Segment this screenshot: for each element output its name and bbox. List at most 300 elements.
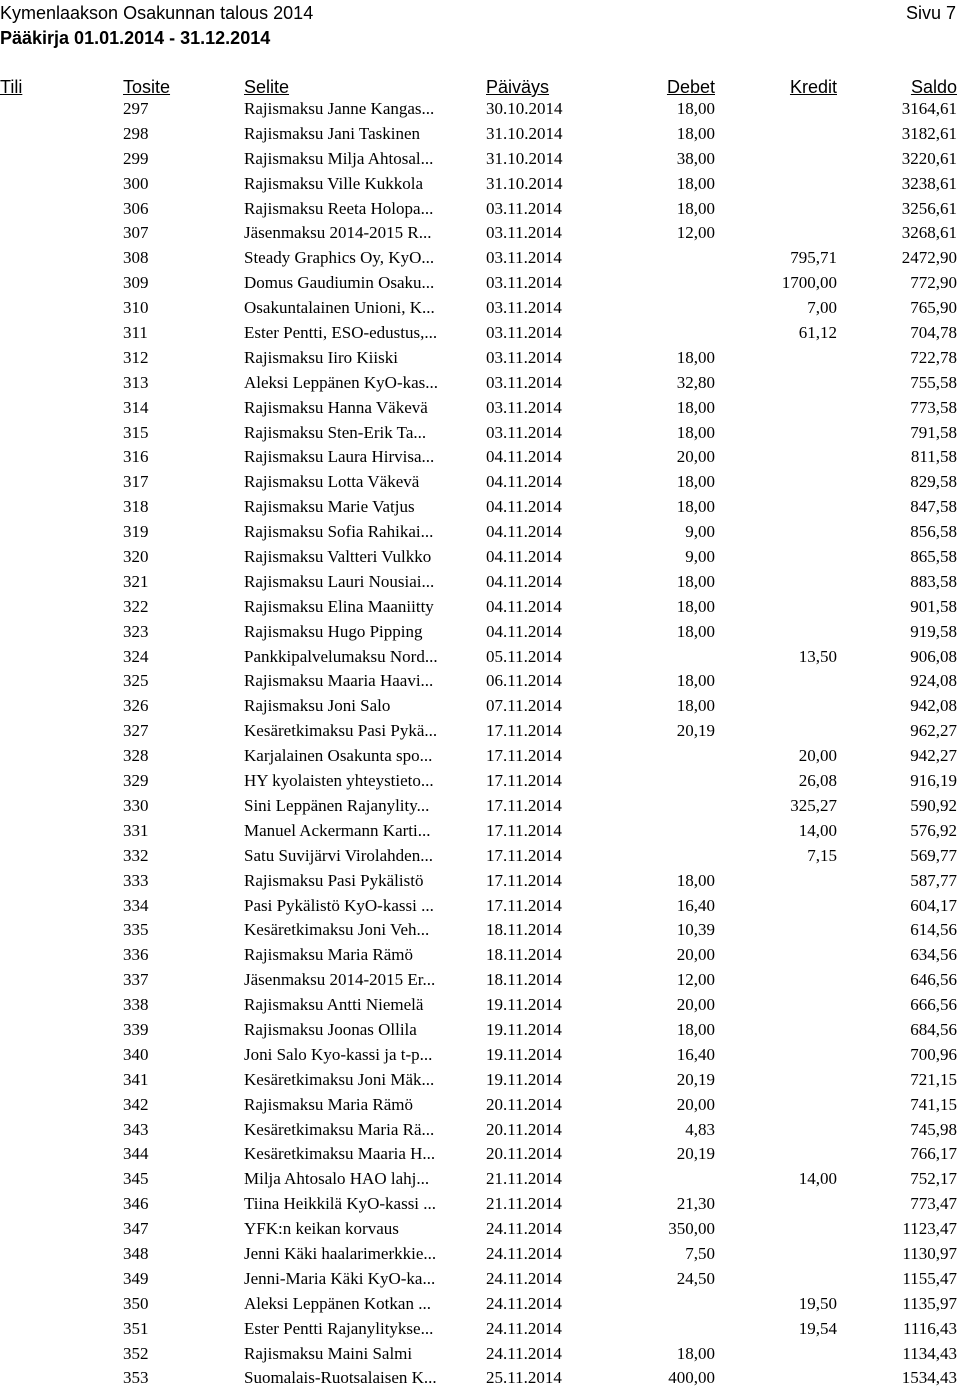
tosite-cell: 332 xyxy=(123,845,149,865)
selite-cell: Satu Suvijärvi Virolahden... xyxy=(244,845,433,865)
tosite-cell: 327 xyxy=(123,721,149,741)
table-row xyxy=(0,1292,960,1317)
tosite-cell: 331 xyxy=(123,820,149,840)
tosite-cell: 307 xyxy=(123,223,149,243)
tosite-cell: 316 xyxy=(123,447,149,467)
paivays-cell: 03.11.2014 xyxy=(486,273,562,293)
debet-cell: 18,00 xyxy=(676,173,715,193)
table-row xyxy=(0,221,960,246)
debet-cell: 12,00 xyxy=(676,970,715,990)
selite-cell: Rajismaksu Maria Rämö xyxy=(244,1094,414,1114)
saldo-cell: 942,08 xyxy=(910,696,957,716)
column-header-debet: Debet xyxy=(666,77,715,97)
table-row xyxy=(0,470,960,495)
tosite-cell: 306 xyxy=(123,198,149,218)
saldo-cell: 1123,47 xyxy=(902,1219,957,1239)
selite-cell: Rajismaksu Joni Salo xyxy=(244,696,391,716)
paivays-cell: 20.11.2014 xyxy=(486,1094,562,1114)
paivays-cell: 04.11.2014 xyxy=(486,596,562,616)
debet-cell: 20,19 xyxy=(676,721,715,741)
tosite-cell: 336 xyxy=(123,945,149,965)
saldo-cell: 590,92 xyxy=(910,795,957,815)
saldo-cell: 962,27 xyxy=(910,721,957,741)
paivays-cell: 19.11.2014 xyxy=(486,995,562,1015)
tosite-cell: 297 xyxy=(123,99,149,118)
kredit-cell: 26,08 xyxy=(798,771,837,791)
saldo-cell: 919,58 xyxy=(910,621,957,641)
table-row xyxy=(0,197,960,222)
debet-cell: 18,00 xyxy=(676,347,715,367)
debet-cell: 18,00 xyxy=(676,1343,715,1363)
saldo-cell: 1130,97 xyxy=(902,1243,957,1263)
tosite-cell: 318 xyxy=(123,497,149,517)
tosite-cell: 311 xyxy=(123,323,148,343)
debet-cell: 18,00 xyxy=(676,870,715,890)
tosite-cell: 345 xyxy=(123,1169,149,1189)
selite-cell: Rajismaksu Laura Hirvisa... xyxy=(244,447,435,467)
tosite-cell: 328 xyxy=(123,746,149,766)
saldo-cell: 942,27 xyxy=(910,746,957,766)
paivays-cell: 17.11.2014 xyxy=(486,820,562,840)
saldo-cell: 856,58 xyxy=(910,522,957,542)
selite-cell: Kesäretkimaksu Maaria H... xyxy=(244,1144,436,1164)
paivays-cell: 17.11.2014 xyxy=(486,795,562,815)
table-row xyxy=(0,296,960,321)
tosite-cell: 314 xyxy=(123,397,149,417)
table-row xyxy=(0,869,960,894)
tosite-cell: 351 xyxy=(123,1318,149,1338)
tosite-cell: 329 xyxy=(123,771,149,791)
debet-cell: 16,40 xyxy=(676,1044,715,1064)
selite-cell: Jäsenmaksu 2014-2015 Er... xyxy=(244,970,436,990)
saldo-cell: 924,08 xyxy=(910,671,957,691)
saldo-cell: 684,56 xyxy=(910,1019,957,1039)
selite-cell: Pasi Pykälistö KyO-kassi ... xyxy=(244,895,434,915)
paivays-cell: 03.11.2014 xyxy=(486,372,562,392)
tosite-cell: 340 xyxy=(123,1044,149,1064)
tosite-cell: 322 xyxy=(123,596,149,616)
selite-cell: Rajismaksu Janne Kangas... xyxy=(244,99,435,118)
saldo-cell: 811,58 xyxy=(910,447,957,467)
table-row xyxy=(0,495,960,520)
column-header-kredit: Kredit xyxy=(789,77,837,97)
table-row xyxy=(0,271,960,296)
selite-cell: Rajismaksu Joonas Ollila xyxy=(244,1019,417,1039)
debet-cell: 9,00 xyxy=(685,522,715,542)
debet-cell: 9,00 xyxy=(685,547,715,567)
kredit-cell: 19,54 xyxy=(798,1318,837,1338)
table-row xyxy=(0,1142,960,1167)
selite-cell: Rajismaksu Hugo Pipping xyxy=(244,621,423,641)
tosite-cell: 337 xyxy=(123,970,149,990)
paivays-cell: 17.11.2014 xyxy=(486,845,562,865)
selite-cell: Rajismaksu Maria Rämö xyxy=(244,945,414,965)
table-row xyxy=(0,545,960,570)
selite-cell: Rajismaksu Hanna Väkevä xyxy=(244,397,428,417)
debet-cell: 38,00 xyxy=(676,148,715,168)
saldo-cell: 3256,61 xyxy=(901,198,957,218)
paivays-cell: 21.11.2014 xyxy=(486,1169,562,1189)
saldo-cell: 1534,43 xyxy=(901,1368,957,1388)
saldo-cell: 772,90 xyxy=(910,273,957,293)
selite-cell: Rajismaksu Milja Ahtosal... xyxy=(244,148,434,168)
saldo-cell: 1116,43 xyxy=(903,1318,957,1338)
kredit-cell: 325,27 xyxy=(790,795,837,815)
table-row xyxy=(0,246,960,271)
selite-cell: Rajismaksu Jani Taskinen xyxy=(244,123,421,143)
selite-cell: YFK:n keikan korvaus xyxy=(244,1219,399,1239)
paivays-cell: 03.11.2014 xyxy=(486,422,562,442)
tosite-cell: 344 xyxy=(123,1144,149,1164)
saldo-cell: 829,58 xyxy=(910,472,957,492)
saldo-cell: 1134,43 xyxy=(902,1343,957,1363)
selite-cell: Rajismaksu Marie Vatjus xyxy=(244,497,415,517)
selite-cell: Rajismaksu Sten-Erik Ta... xyxy=(244,422,427,442)
saldo-cell: 847,58 xyxy=(910,497,957,517)
table-row xyxy=(0,943,960,968)
debet-cell: 350,00 xyxy=(668,1219,715,1239)
selite-cell: Kesäretkimaksu Joni Veh... xyxy=(244,920,430,940)
selite-cell: Rajismaksu Maini Salmi xyxy=(244,1343,413,1363)
paivays-cell: 20.11.2014 xyxy=(486,1144,562,1164)
debet-cell: 21,30 xyxy=(676,1194,715,1214)
column-header-tosite: Tosite xyxy=(123,77,171,97)
selite-cell: Sini Leppänen Rajanylity... xyxy=(244,795,430,815)
tosite-cell: 339 xyxy=(123,1019,149,1039)
saldo-cell: 791,58 xyxy=(910,422,957,442)
debet-cell: 10,39 xyxy=(676,920,715,940)
debet-cell: 18,00 xyxy=(676,621,715,641)
table-row xyxy=(0,968,960,993)
paivays-cell: 24.11.2014 xyxy=(486,1293,562,1313)
column-header-paivays: Päiväys xyxy=(486,77,550,97)
saldo-cell: 721,15 xyxy=(910,1069,957,1089)
selite-cell: Rajismaksu Valtteri Vulkko xyxy=(244,547,432,567)
table-row xyxy=(0,769,960,794)
table-row xyxy=(0,1242,960,1267)
tosite-cell: 300 xyxy=(123,173,149,193)
paivays-cell: 04.11.2014 xyxy=(486,497,562,517)
paivays-cell: 17.11.2014 xyxy=(486,895,562,915)
saldo-cell: 604,17 xyxy=(910,895,957,915)
paivays-cell: 03.11.2014 xyxy=(486,323,562,343)
selite-cell: Rajismaksu Lotta Väkevä xyxy=(244,472,420,492)
table-row xyxy=(0,421,960,446)
selite-cell: Rajismaksu Reeta Holopa... xyxy=(244,198,434,218)
selite-cell: Rajismaksu Ville Kukkola xyxy=(244,173,424,193)
table-row xyxy=(0,1267,960,1292)
paivays-cell: 25.11.2014 xyxy=(486,1368,562,1388)
selite-cell: HY kyolaisten yhteystieto... xyxy=(244,771,434,791)
selite-cell: Kesäretkimaksu Pasi Pykä... xyxy=(244,721,438,741)
saldo-cell: 1135,97 xyxy=(902,1293,957,1313)
saldo-cell: 569,77 xyxy=(910,845,957,865)
debet-cell: 18,00 xyxy=(676,397,715,417)
paivays-cell: 03.11.2014 xyxy=(486,298,562,318)
selite-cell: Kesäretkimaksu Maria Rä... xyxy=(244,1119,435,1139)
table-row xyxy=(0,819,960,844)
selite-cell: Milja Ahtosalo HAO lahj... xyxy=(244,1169,430,1189)
paivays-cell: 19.11.2014 xyxy=(486,1044,562,1064)
tosite-cell: 325 xyxy=(123,671,149,691)
table-row xyxy=(0,595,960,620)
table-row xyxy=(0,993,960,1018)
tosite-cell: 353 xyxy=(123,1368,149,1388)
saldo-cell: 906,08 xyxy=(910,646,957,666)
tosite-cell: 308 xyxy=(123,248,149,268)
selite-cell: Pankkipalvelumaksu Nord... xyxy=(244,646,438,666)
table-row xyxy=(0,894,960,919)
kredit-cell: 14,00 xyxy=(798,1169,837,1189)
saldo-cell: 3268,61 xyxy=(901,223,957,243)
table-row xyxy=(0,520,960,545)
selite-cell: Aleksi Leppänen Kotkan ... xyxy=(244,1293,431,1313)
tosite-cell: 319 xyxy=(123,522,149,542)
tosite-cell: 320 xyxy=(123,547,149,567)
column-header-saldo: Saldo xyxy=(910,77,957,97)
paivays-cell: 04.11.2014 xyxy=(486,621,562,641)
selite-cell: Karjalainen Osakunta spo... xyxy=(244,746,433,766)
table-row xyxy=(0,1043,960,1068)
saldo-cell: 901,58 xyxy=(910,596,957,616)
table-row xyxy=(0,570,960,595)
paivays-cell: 04.11.2014 xyxy=(486,447,562,467)
table-row xyxy=(0,844,960,869)
saldo-cell: 755,58 xyxy=(910,372,957,392)
debet-cell: 20,19 xyxy=(676,1069,715,1089)
saldo-cell: 773,58 xyxy=(910,397,957,417)
table-row xyxy=(0,147,960,172)
tosite-cell: 310 xyxy=(123,298,149,318)
saldo-cell: 865,58 xyxy=(910,547,957,567)
paivays-cell: 30.10.2014 xyxy=(486,99,563,118)
selite-cell: Rajismaksu Maaria Haavi... xyxy=(244,671,434,691)
column-header-tili: Tili xyxy=(0,77,23,97)
tosite-cell: 321 xyxy=(123,571,149,591)
paivays-cell: 03.11.2014 xyxy=(486,198,562,218)
report-title: Kymenlaakson Osakunnan talous 2014 xyxy=(0,3,314,23)
paivays-cell: 24.11.2014 xyxy=(486,1268,562,1288)
selite-cell: Osakuntalainen Unioni, K... xyxy=(244,298,435,318)
table-row xyxy=(0,321,960,346)
paivays-cell: 04.11.2014 xyxy=(486,571,562,591)
selite-cell: Domus Gaudiumin Osaku... xyxy=(244,273,435,293)
debet-cell: 400,00 xyxy=(668,1368,715,1388)
tosite-cell: 309 xyxy=(123,273,149,293)
debet-cell: 18,00 xyxy=(676,1019,715,1039)
paivays-cell: 19.11.2014 xyxy=(486,1069,562,1089)
column-header-selite: Selite xyxy=(244,77,290,97)
kredit-cell: 61,12 xyxy=(798,323,837,343)
paivays-cell: 04.11.2014 xyxy=(486,472,562,492)
saldo-cell: 3164,61 xyxy=(901,99,957,118)
paivays-cell: 18.11.2014 xyxy=(486,970,562,990)
paivays-cell: 24.11.2014 xyxy=(486,1343,562,1363)
kredit-cell: 19,50 xyxy=(798,1293,837,1313)
selite-cell: Joni Salo Kyo-kassi ja t-p... xyxy=(244,1044,433,1064)
table-row xyxy=(0,620,960,645)
debet-cell: 20,00 xyxy=(676,945,715,965)
debet-cell: 20,00 xyxy=(676,995,715,1015)
selite-cell: Jenni Käki haalarimerkkie... xyxy=(244,1243,437,1263)
paivays-cell: 05.11.2014 xyxy=(486,646,562,666)
paivays-cell: 31.10.2014 xyxy=(486,123,563,143)
saldo-cell: 614,56 xyxy=(910,920,957,940)
saldo-cell: 2472,90 xyxy=(901,248,957,268)
debet-cell: 18,00 xyxy=(676,571,715,591)
kredit-cell: 7,00 xyxy=(807,298,837,318)
debet-cell: 18,00 xyxy=(676,497,715,517)
tosite-cell: 323 xyxy=(123,621,149,641)
table-row xyxy=(0,1217,960,1242)
saldo-cell: 704,78 xyxy=(910,323,957,343)
paivays-cell: 24.11.2014 xyxy=(486,1243,562,1263)
tosite-cell: 350 xyxy=(123,1293,149,1313)
paivays-cell: 24.11.2014 xyxy=(486,1318,562,1338)
tosite-cell: 326 xyxy=(123,696,149,716)
tosite-cell: 330 xyxy=(123,795,149,815)
selite-cell: Jäsenmaksu 2014-2015 R... xyxy=(244,223,432,243)
kredit-cell: 13,50 xyxy=(798,646,837,666)
saldo-cell: 741,15 xyxy=(910,1094,957,1114)
tosite-cell: 298 xyxy=(123,123,149,143)
table-row xyxy=(0,97,960,122)
table-row xyxy=(0,371,960,396)
debet-cell: 18,00 xyxy=(676,596,715,616)
debet-cell: 20,00 xyxy=(676,1094,715,1114)
debet-cell: 7,50 xyxy=(685,1243,715,1263)
tosite-cell: 315 xyxy=(123,422,149,442)
saldo-cell: 765,90 xyxy=(910,298,957,318)
debet-cell: 18,00 xyxy=(676,198,715,218)
saldo-cell: 646,56 xyxy=(910,970,957,990)
selite-cell: Steady Graphics Oy, KyO... xyxy=(244,248,435,268)
saldo-cell: 1155,47 xyxy=(902,1268,957,1288)
table-row xyxy=(0,1167,960,1192)
table-row xyxy=(0,1018,960,1043)
paivays-cell: 18.11.2014 xyxy=(486,920,562,940)
saldo-cell: 576,92 xyxy=(910,820,957,840)
debet-cell: 18,00 xyxy=(676,696,715,716)
saldo-cell: 766,17 xyxy=(910,1144,957,1164)
saldo-cell: 752,17 xyxy=(910,1169,957,1189)
table-row xyxy=(0,645,960,670)
paivays-cell: 20.11.2014 xyxy=(486,1119,562,1139)
kredit-cell: 1700,00 xyxy=(781,273,837,293)
saldo-cell: 666,56 xyxy=(910,995,957,1015)
page-number: Sivu 7 xyxy=(905,3,956,23)
selite-cell: Manuel Ackermann Karti... xyxy=(244,820,431,840)
table-row xyxy=(0,1317,960,1342)
tosite-cell: 334 xyxy=(123,895,149,915)
kredit-cell: 795,71 xyxy=(790,248,837,268)
report-period: Pääkirja 01.01.2014 - 31.12.2014 xyxy=(0,28,271,48)
selite-cell: Rajismaksu Sofia Rahikai... xyxy=(244,522,434,542)
table-row xyxy=(0,1366,960,1391)
table-row xyxy=(0,1118,960,1143)
selite-cell: Ester Pentti, ESO-edustus,... xyxy=(244,323,438,343)
paivays-cell: 17.11.2014 xyxy=(486,746,562,766)
paivays-cell: 04.11.2014 xyxy=(486,522,562,542)
saldo-cell: 700,96 xyxy=(910,1044,957,1064)
selite-cell: Rajismaksu Elina Maaniitty xyxy=(244,596,434,616)
saldo-cell: 883,58 xyxy=(910,571,957,591)
selite-cell: Rajismaksu Iiro Kiiski xyxy=(244,347,398,367)
tosite-cell: 335 xyxy=(123,920,149,940)
table-row xyxy=(0,669,960,694)
kredit-cell: 20,00 xyxy=(798,746,837,766)
table-row xyxy=(0,122,960,147)
table-row xyxy=(0,719,960,744)
tosite-cell: 349 xyxy=(123,1268,149,1288)
selite-cell: Rajismaksu Lauri Nousiai... xyxy=(244,571,435,591)
table-row xyxy=(0,1192,960,1217)
table-row xyxy=(0,346,960,371)
saldo-cell: 773,47 xyxy=(910,1194,957,1214)
tosite-cell: 299 xyxy=(123,148,149,168)
selite-cell: Rajismaksu Antti Niemelä xyxy=(244,995,424,1015)
debet-cell: 18,00 xyxy=(676,99,715,118)
debet-cell: 18,00 xyxy=(676,671,715,691)
selite-cell: Jenni-Maria Käki KyO-ka... xyxy=(244,1268,436,1288)
tosite-cell: 348 xyxy=(123,1243,149,1263)
table-row xyxy=(0,744,960,769)
saldo-cell: 3220,61 xyxy=(901,148,957,168)
debet-cell: 18,00 xyxy=(676,472,715,492)
saldo-cell: 722,78 xyxy=(910,347,957,367)
debet-cell: 18,00 xyxy=(676,123,715,143)
selite-cell: Suomalais-Ruotsalaisen K... xyxy=(244,1368,437,1388)
table-row xyxy=(0,172,960,197)
ledger-table xyxy=(0,97,960,1391)
paivays-cell: 18.11.2014 xyxy=(486,945,562,965)
paivays-cell: 17.11.2014 xyxy=(486,771,562,791)
tosite-cell: 338 xyxy=(123,995,149,1015)
tosite-cell: 333 xyxy=(123,870,149,890)
paivays-cell: 21.11.2014 xyxy=(486,1194,562,1214)
table-row xyxy=(0,1093,960,1118)
selite-cell: Rajismaksu Pasi Pykälistö xyxy=(244,870,424,890)
tosite-cell: 346 xyxy=(123,1194,149,1214)
paivays-cell: 31.10.2014 xyxy=(486,148,563,168)
paivays-cell: 24.11.2014 xyxy=(486,1219,562,1239)
tosite-cell: 347 xyxy=(123,1219,149,1239)
paivays-cell: 17.11.2014 xyxy=(486,870,562,890)
debet-cell: 24,50 xyxy=(676,1268,715,1288)
selite-cell: Tiina Heikkilä KyO-kassi ... xyxy=(244,1194,437,1214)
selite-cell: Ester Pentti Rajanylitykse... xyxy=(244,1318,434,1338)
paivays-cell: 03.11.2014 xyxy=(486,397,562,417)
paivays-cell: 06.11.2014 xyxy=(486,671,562,691)
debet-cell: 20,00 xyxy=(676,447,715,467)
debet-cell: 20,19 xyxy=(676,1144,715,1164)
debet-cell: 18,00 xyxy=(676,422,715,442)
tosite-cell: 312 xyxy=(123,347,149,367)
paivays-cell: 07.11.2014 xyxy=(486,696,562,716)
tosite-cell: 324 xyxy=(123,646,149,666)
paivays-cell: 19.11.2014 xyxy=(486,1019,562,1039)
saldo-cell: 745,98 xyxy=(910,1119,957,1139)
table-row xyxy=(0,694,960,719)
tosite-cell: 341 xyxy=(123,1069,149,1089)
table-row xyxy=(0,445,960,470)
paivays-cell: 04.11.2014 xyxy=(486,547,562,567)
kredit-cell: 7,15 xyxy=(807,845,837,865)
table-row xyxy=(0,1068,960,1093)
kredit-cell: 14,00 xyxy=(798,820,837,840)
paivays-cell: 31.10.2014 xyxy=(486,173,563,193)
paivays-cell: 17.11.2014 xyxy=(486,721,562,741)
